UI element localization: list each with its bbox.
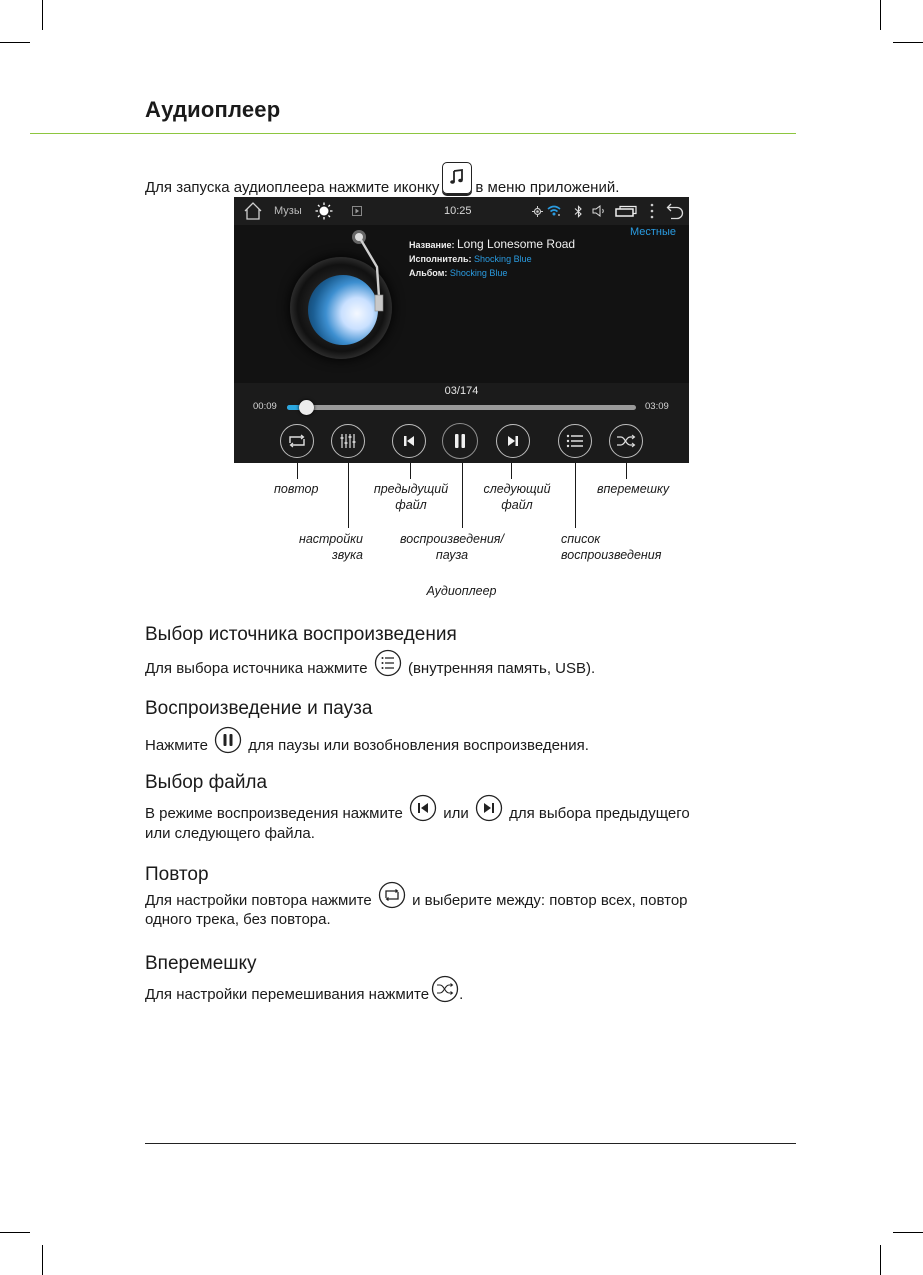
crop-mark — [893, 42, 923, 43]
callout-repeat: повтор — [274, 482, 319, 496]
crop-mark — [42, 1245, 43, 1275]
next-button[interactable] — [496, 424, 530, 458]
section-heading-play-pause: Воспроизведение и пауза — [145, 698, 373, 719]
text: Для выбора источника нажмите — [145, 659, 368, 677]
track-counter: 03/174 — [444, 385, 479, 397]
progress-knob[interactable] — [299, 400, 314, 415]
crop-mark — [42, 0, 43, 30]
app-label: Музы — [274, 205, 302, 217]
audio-player-screenshot — [234, 197, 689, 463]
volume-icon[interactable] — [592, 197, 608, 225]
callout-play-line1: воспроизведения/ — [400, 532, 504, 546]
callout-sound-line2: звука — [331, 548, 363, 562]
repeat-icon — [378, 881, 406, 909]
section-text-repeat-line2: одного трека, без повтора. — [145, 911, 331, 928]
callout-play-line2: пауза — [435, 548, 469, 562]
intro-after: в меню приложений. — [475, 179, 620, 196]
status-bar — [234, 197, 689, 225]
text: Нажмите — [145, 736, 208, 754]
crop-mark — [880, 1245, 881, 1275]
home-icon[interactable] — [243, 197, 263, 225]
callout-line-sound — [348, 463, 349, 528]
callout-next-line2: файл — [501, 498, 533, 512]
text: . — [459, 985, 464, 1003]
callout-shuffle: вперемешку — [597, 482, 670, 496]
equalizer-button[interactable] — [331, 424, 365, 458]
player-controls — [234, 383, 689, 463]
window-icon[interactable] — [615, 197, 637, 225]
callout-line-repeat — [297, 463, 298, 479]
crop-mark — [0, 42, 30, 43]
text: Для настройки повтора нажмите — [145, 891, 372, 909]
shuffle-button[interactable] — [609, 424, 643, 458]
back-icon[interactable] — [666, 197, 684, 225]
pause-icon — [453, 433, 467, 449]
track-artist: Shocking Blue — [474, 254, 532, 264]
callout-sound-line1: настройки — [298, 532, 363, 546]
figure-caption: Аудиоплеер — [426, 584, 497, 598]
footer-divider — [145, 1143, 796, 1144]
section-text-repeat — [145, 890, 688, 912]
title-divider — [30, 133, 796, 134]
repeat-icon — [287, 433, 307, 449]
callout-previous-line1: предыдущий — [373, 482, 449, 496]
text: В режиме воспроизведения нажмите — [145, 804, 403, 822]
text: (внутренняя память, USB). — [407, 659, 596, 677]
callout-previous — [366, 481, 456, 513]
callout-sound-settings — [270, 531, 363, 563]
section-text-shuffle — [145, 984, 463, 1006]
title-label: Название: — [409, 240, 455, 250]
text: для выбора предыдущего — [509, 804, 690, 822]
text: Для настройки перемешивания нажмите — [145, 985, 430, 1003]
skip-next-icon — [506, 434, 520, 448]
skip-next-icon — [475, 794, 503, 822]
section-heading-shuffle: Вперемешку — [145, 953, 257, 974]
section-text-file-select — [145, 803, 690, 825]
callout-next-line1: следующий — [483, 482, 551, 496]
callout-playlist-line2: воспроизведения — [561, 548, 662, 562]
sun-icon[interactable] — [315, 197, 333, 225]
callout-next — [475, 481, 559, 513]
wifi-icon — [547, 197, 561, 225]
section-text-source — [145, 658, 595, 680]
text: или — [443, 804, 469, 822]
repeat-button[interactable] — [280, 424, 314, 458]
text: и выберите между: повтор всех, повтор — [412, 891, 688, 909]
album-label: Альбом: — [409, 268, 448, 278]
callout-line-play-pause — [462, 463, 463, 528]
section-text-file-select-line2: или следующего файла. — [145, 825, 315, 842]
crop-mark — [880, 0, 881, 30]
playlist-button[interactable] — [558, 424, 592, 458]
callout-line-playlist — [575, 463, 576, 528]
progress-slider[interactable] — [287, 405, 636, 410]
gps-icon — [532, 197, 543, 225]
more-vert-icon[interactable] — [650, 197, 654, 225]
track-album: Shocking Blue — [449, 268, 508, 278]
text: для паузы или возобновления воспроизведения. — [248, 736, 589, 754]
clock: 10:25 — [444, 205, 472, 217]
page-title: Аудиоплеер — [145, 97, 281, 122]
callout-line-next — [511, 463, 512, 479]
music-note-icon — [442, 162, 472, 194]
crop-mark — [0, 1232, 30, 1233]
tonearm — [349, 227, 399, 317]
previous-button[interactable] — [392, 424, 426, 458]
section-heading-file-select: Выбор файла — [145, 772, 268, 793]
section-heading-repeat: Повтор — [145, 864, 209, 885]
callout-play-pause — [395, 531, 509, 563]
bluetooth-icon — [574, 197, 583, 225]
track-info — [409, 237, 575, 280]
shuffle-icon — [616, 433, 636, 449]
callout-playlist — [561, 531, 661, 563]
artist-label: Исполнитель: — [409, 254, 472, 264]
play-pause-button[interactable] — [442, 423, 478, 459]
intro-before: Для запуска аудиоплеера нажмите иконку — [145, 179, 440, 196]
track-title: Long Lonesome Road — [457, 237, 576, 251]
tab-local-source[interactable]: Местные — [629, 226, 676, 238]
intro-text — [145, 164, 619, 196]
elapsed-time: 00:09 — [253, 401, 277, 412]
pause-icon — [214, 726, 242, 754]
crop-mark — [893, 1232, 923, 1233]
skip-previous-icon — [409, 794, 437, 822]
callout-line-previous — [410, 463, 411, 479]
list-icon — [566, 433, 584, 449]
skip-previous-icon — [402, 434, 416, 448]
shuffle-icon — [431, 975, 459, 1003]
equalizer-icon — [339, 432, 357, 450]
callout-playlist-line1: список — [561, 532, 601, 546]
section-text-play-pause — [145, 735, 589, 757]
section-heading-source: Выбор источника воспроизведения — [145, 624, 457, 645]
callout-line-shuffle — [626, 463, 627, 479]
total-time: 03:09 — [645, 401, 669, 412]
play-square-icon — [352, 197, 362, 225]
list-icon — [374, 649, 402, 677]
callout-previous-line2: файл — [395, 498, 427, 512]
